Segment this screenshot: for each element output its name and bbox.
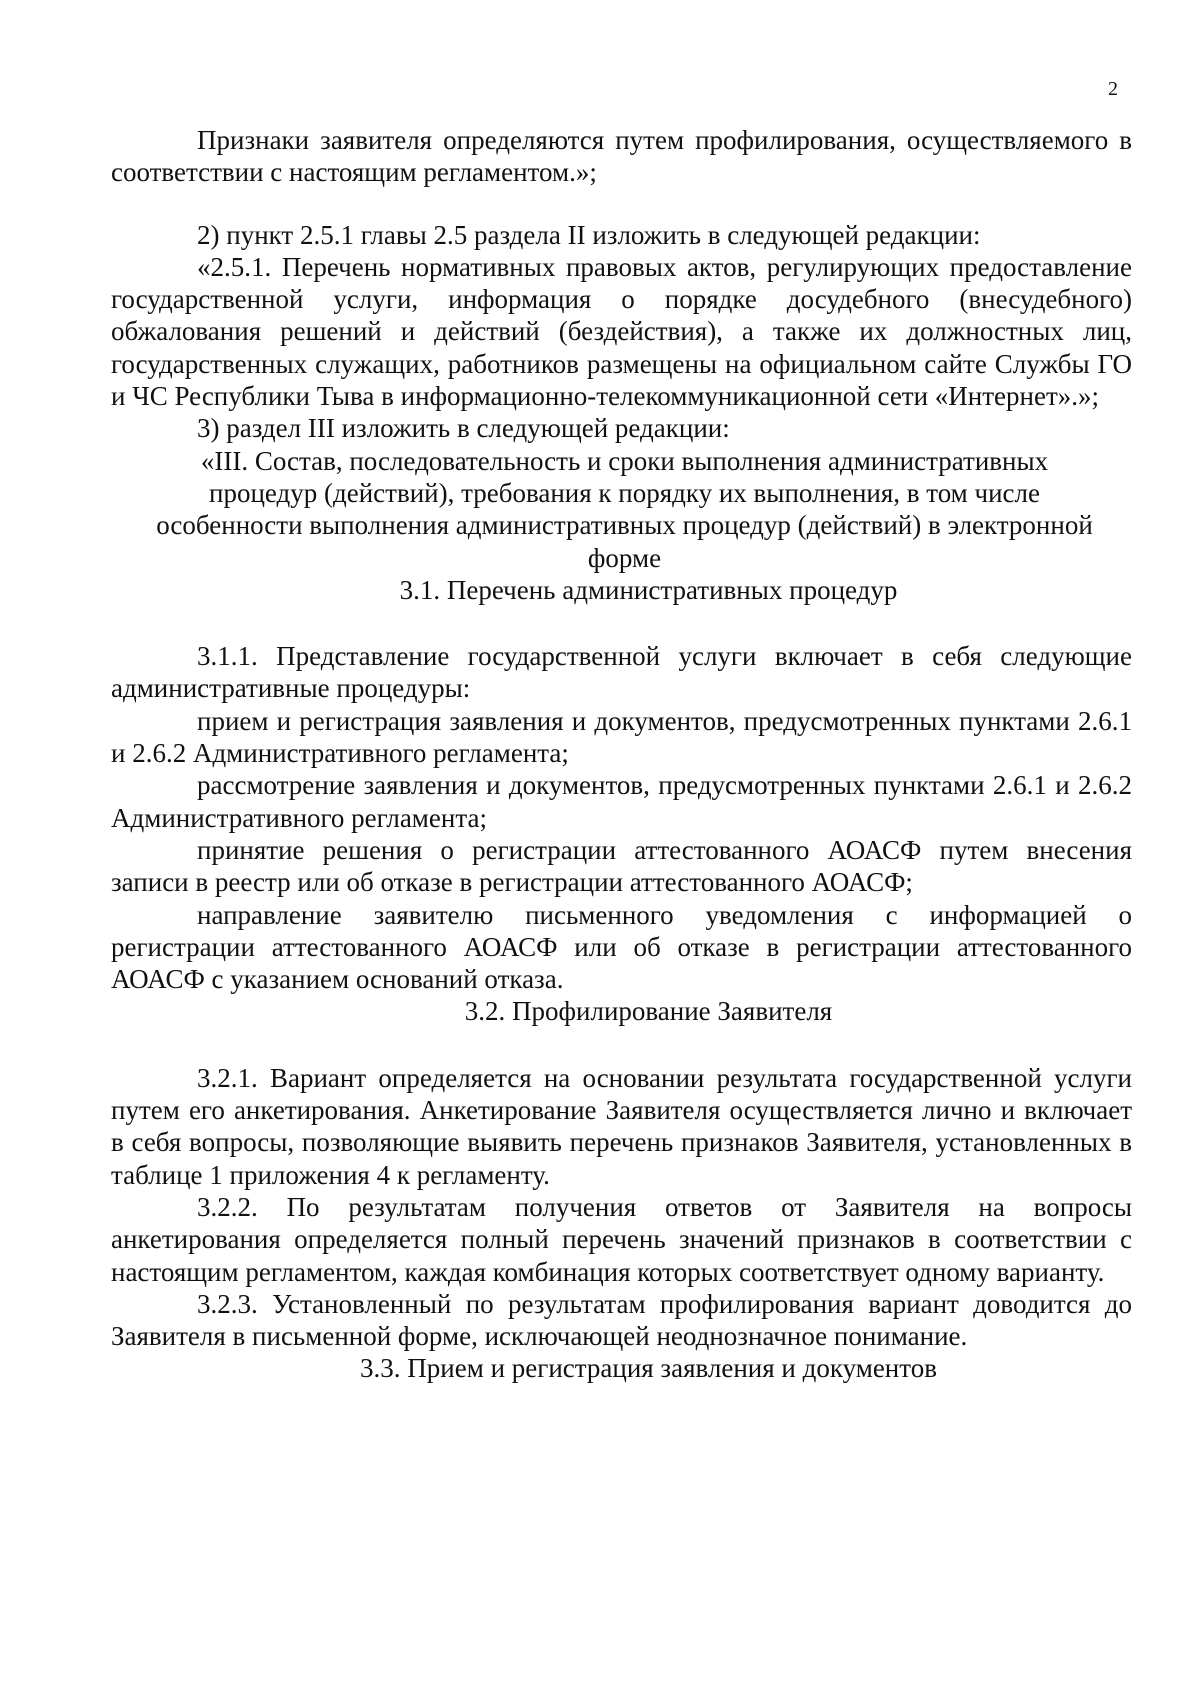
list-item-decision: принятие решения о регистрации аттестованного АОАСФ путем внесения записи в реестр или об отказе в регистрации аттестованного АОАСФ; <box>111 834 1132 898</box>
list-item-reception: прием и регистрация заявления и документов, предусмотренных пунктами 2.6.1 и 2.6.2 Административного регламента; <box>111 705 1132 769</box>
paragraph-3-1-1: 3.1.1. Представление государственной услуги включает в себя следующие административные процедуры: <box>111 641 1132 704</box>
page-number: 2 <box>1108 78 1118 100</box>
paragraph-3-2-2: 3.2.2. По результатам получения ответов от Заявителя на вопросы анкетирования определяется полный перечень значений признаков в соответствии с настоящим регламентом, каждая комбинация которых соответствует одному варианту. <box>111 1191 1132 1287</box>
heading-3-1: 3.1. Перечень административных процедур <box>399 574 898 605</box>
paragraph-3-2-3: 3.2.3. Установленный по результатам профилирования вариант доводится до Заявителя в письменной форме, исключающей неоднозначное понимание. <box>111 1288 1132 1352</box>
heading-3-3: 3.3. Прием и регистрация заявления и документов <box>360 1353 937 1384</box>
paragraph-3-2-1: 3.2.1. Вариант определяется на основании результата государственной услуги путем его анкетирования. Анкетирование Заявителя осуществляется лично и включает в себя вопросы, позволяющие выявить перечень признаков Заявителя, установленных в таблице 1 приложения 4 к регламенту. <box>111 1062 1132 1190</box>
heading-3-2: 3.2. Профилирование Заявителя <box>464 996 833 1027</box>
list-item-review: рассмотрение заявления и документов, предусмотренных пунктами 2.6.1 и 2.6.2 Административного регламента; <box>111 770 1132 833</box>
document-body <box>111 124 1132 1385</box>
list-item-notification: направление заявителю письменного уведомления с информацией о регистрации аттестованного АОАСФ или об отказе в регистрации аттестованного АОАСФ с указанием оснований отказа. <box>111 899 1132 995</box>
paragraph-applicant-features: Признаки заявителя определяются путем профилирования, осуществляемого в соответствии с настоящим регламентом.»; <box>111 125 1132 188</box>
paragraph-item-2-5-1: «2.5.1. Перечень нормативных правовых актов, регулирующих предоставление государственной услуги, информация о порядке досудебного (внесудебного) обжалования решений и действий (бездействия), а также их должностных лиц, государственных служащих, работников размещены на официальном сайте Службы ГО и ЧС Республики Тыва в информационно-телекоммуникационной сети «Интернет».»; <box>111 251 1132 412</box>
paragraph-amendment-3: 3) раздел III изложить в следующей редакции: <box>197 413 730 444</box>
paragraph-amendment-2: 2) пункт 2.5.1 главы 2.5 раздела II изложить в следующей редакции: <box>197 219 981 250</box>
section-iii-title: «III. Состав, последовательность и сроки выполнения административных процедур (действий), требования к порядку их выполнения, в том числе особенности выполнения административных процедур (действий) в электронной форме <box>156 445 1093 573</box>
